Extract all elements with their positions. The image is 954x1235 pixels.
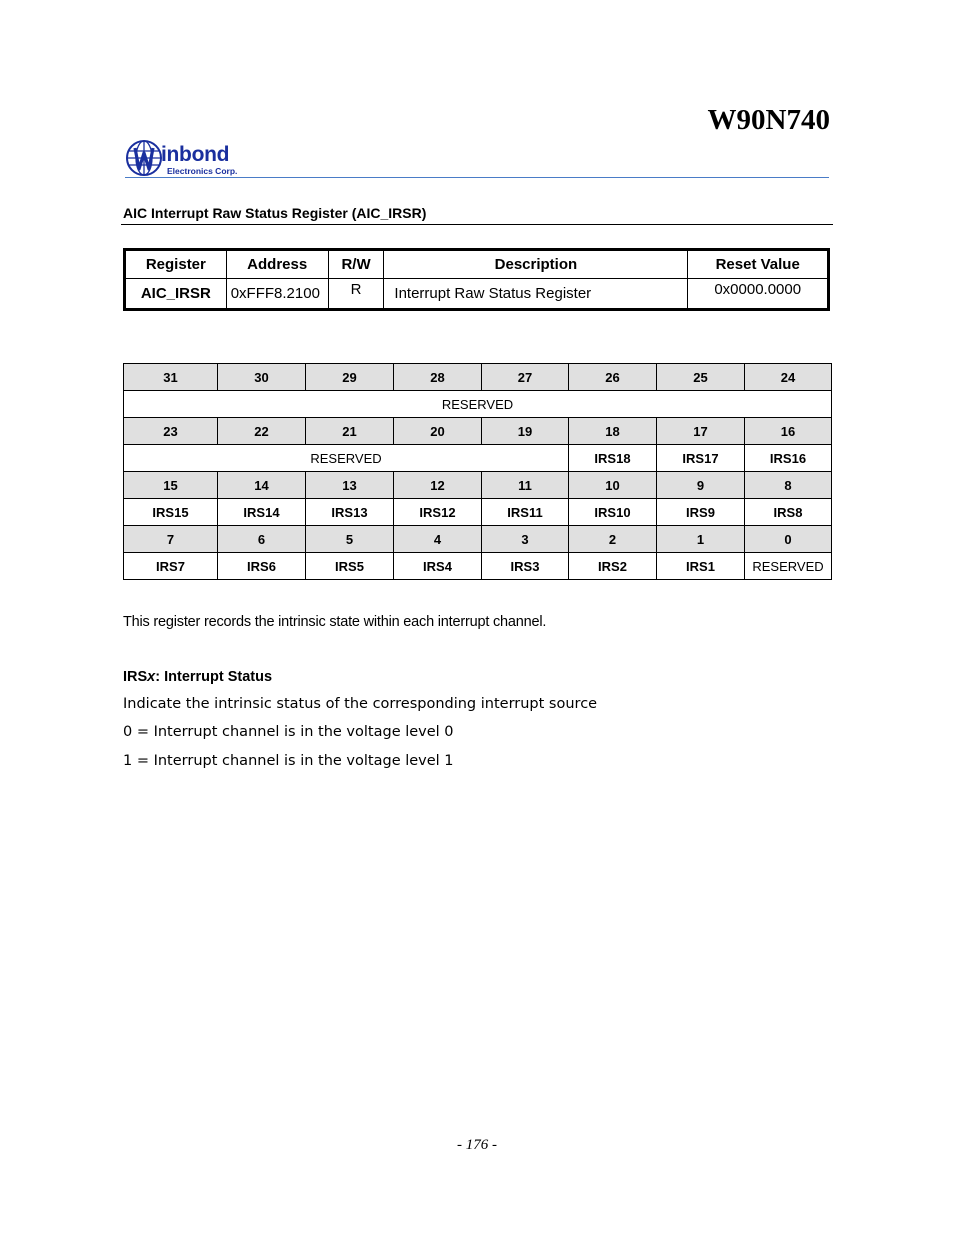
- bit-number: 23: [124, 418, 218, 445]
- register-table-header: [125, 250, 829, 279]
- field-heading-prefix: IRS: [123, 669, 148, 685]
- bit-number: 12: [394, 472, 482, 499]
- globe-icon: [125, 139, 163, 177]
- cell-address: 0xFFF8.2100: [226, 279, 328, 310]
- bit-field: IRS18: [569, 445, 657, 472]
- bit-field: IRS15: [124, 499, 218, 526]
- section-divider: [121, 224, 833, 225]
- header-rw: R/W: [328, 250, 384, 279]
- field-heading-suffix: : Interrupt Status: [155, 669, 273, 685]
- header-reset-value: Reset Value: [688, 250, 829, 279]
- bit-number-row: [124, 364, 832, 391]
- header-address: Address: [226, 250, 328, 279]
- cell-reset-value: 0x0000.0000: [688, 279, 829, 310]
- bit-number: 8: [745, 472, 832, 499]
- bit-number: 13: [306, 472, 394, 499]
- bit-number: 25: [657, 364, 745, 391]
- bit-number: 21: [306, 418, 394, 445]
- field-description-line: Indicate the intrinsic status of the corresponding interrupt source: [123, 696, 598, 712]
- logo-subtitle: Electronics Corp.: [167, 166, 238, 176]
- section-heading: AIC Interrupt Raw Status Register (AIC_IRSR): [123, 205, 427, 221]
- bit-number: 4: [394, 526, 482, 553]
- bit-field: IRS3: [482, 553, 569, 580]
- bit-field-reserved: RESERVED: [124, 445, 569, 472]
- cell-register: AIC_IRSR: [125, 279, 227, 310]
- bit-number: 29: [306, 364, 394, 391]
- bit-number: 27: [482, 364, 569, 391]
- header-description: Description: [384, 250, 688, 279]
- bit-number: 11: [482, 472, 569, 499]
- bit-field: IRS16: [745, 445, 832, 472]
- bit-field: IRS9: [657, 499, 745, 526]
- bit-number-row: [124, 418, 832, 445]
- bit-field-reserved: RESERVED: [124, 391, 832, 418]
- cell-description: Interrupt Raw Status Register: [384, 279, 688, 310]
- bit-number: 22: [218, 418, 306, 445]
- register-table-row: [125, 279, 829, 310]
- bit-field: IRS10: [569, 499, 657, 526]
- bit-number: 7: [124, 526, 218, 553]
- bit-number: 14: [218, 472, 306, 499]
- bit-number-row: [124, 472, 832, 499]
- cell-rw: R: [328, 279, 384, 310]
- field-heading: [123, 669, 272, 685]
- bit-field: IRS4: [394, 553, 482, 580]
- bit-number: 10: [569, 472, 657, 499]
- bit-number: 3: [482, 526, 569, 553]
- register-description: This register records the intrinsic state within each interrupt channel.: [123, 614, 547, 630]
- field-value-1-line: 1 = Interrupt channel is in the voltage level 1: [123, 753, 454, 769]
- bit-field-row: [124, 445, 832, 472]
- bit-number: 17: [657, 418, 745, 445]
- bit-number: 1: [657, 526, 745, 553]
- bit-number: 28: [394, 364, 482, 391]
- bit-number: 9: [657, 472, 745, 499]
- bit-number: 19: [482, 418, 569, 445]
- bit-number: 26: [569, 364, 657, 391]
- field-value-0-line: 0 = Interrupt channel is in the voltage level 0: [123, 724, 454, 740]
- bit-number: 2: [569, 526, 657, 553]
- bit-field: IRS17: [657, 445, 745, 472]
- bit-number: 16: [745, 418, 832, 445]
- bit-field: IRS13: [306, 499, 394, 526]
- field-heading-variable: x: [147, 669, 156, 685]
- header-divider: [125, 177, 829, 178]
- doc-title: W90N740: [707, 104, 830, 136]
- winbond-logo: [125, 139, 255, 179]
- bit-field: IRS11: [482, 499, 569, 526]
- bit-field: IRS14: [218, 499, 306, 526]
- header-register: Register: [125, 250, 227, 279]
- bit-field-row: [124, 499, 832, 526]
- bit-field: IRS1: [657, 553, 745, 580]
- bit-number: 30: [218, 364, 306, 391]
- bit-field: IRS12: [394, 499, 482, 526]
- bit-field-reserved: RESERVED: [745, 553, 832, 580]
- bit-field: IRS6: [218, 553, 306, 580]
- bit-field: IRS2: [569, 553, 657, 580]
- bit-number: 20: [394, 418, 482, 445]
- bit-number: 18: [569, 418, 657, 445]
- page-number: - 176 -: [457, 1137, 497, 1153]
- bit-field-row: [124, 391, 832, 418]
- bit-field-row: [124, 553, 832, 580]
- bit-number: 31: [124, 364, 218, 391]
- bit-number: 0: [745, 526, 832, 553]
- register-table: [123, 248, 830, 311]
- bit-number: 15: [124, 472, 218, 499]
- bit-number: 5: [306, 526, 394, 553]
- bit-field-table: [123, 363, 832, 580]
- bit-field: IRS8: [745, 499, 832, 526]
- logo-brand: inbond: [161, 143, 230, 166]
- bit-number: 6: [218, 526, 306, 553]
- bit-number: 24: [745, 364, 832, 391]
- bit-field: IRS7: [124, 553, 218, 580]
- bit-number-row: [124, 526, 832, 553]
- bit-field: IRS5: [306, 553, 394, 580]
